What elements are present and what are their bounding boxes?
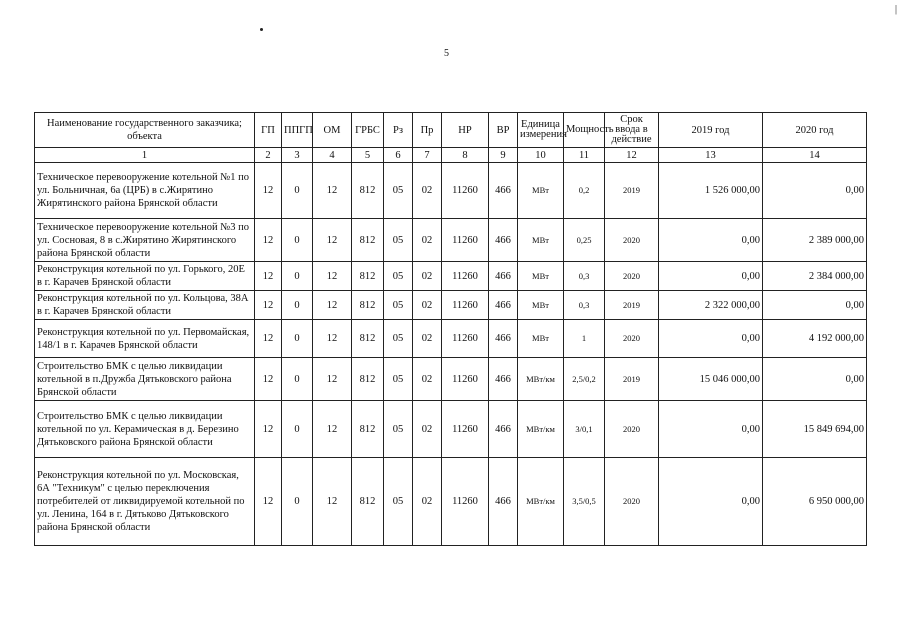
column-number: 4 — [313, 148, 352, 163]
ppgp-cell: 0 — [282, 401, 313, 458]
gp-cell: 12 — [255, 320, 282, 358]
pr-cell: 02 — [413, 320, 442, 358]
om-cell: 12 — [313, 320, 352, 358]
grbs-cell: 812 — [352, 401, 384, 458]
table-row — [35, 320, 867, 358]
amount-2019-cell: 2 322 000,00 — [659, 291, 763, 320]
budget-table — [34, 112, 867, 546]
table-row — [35, 163, 867, 219]
term-cell: 2020 — [605, 458, 659, 546]
amount-2020-cell: 2 389 000,00 — [763, 219, 867, 262]
header-pr: Пр — [413, 113, 442, 148]
column-number: 2 — [255, 148, 282, 163]
column-number: 3 — [282, 148, 313, 163]
grbs-cell: 812 — [352, 458, 384, 546]
corner-mark: | — [895, 4, 898, 15]
object-name-cell: Техническое перевооружение котельной №3 по ул. Сосновая, 8 в с.Жирятино Жирятинского района Брянской области — [35, 219, 255, 262]
power-cell: 3/0,1 — [564, 401, 605, 458]
amount-2020-cell: 0,00 — [763, 163, 867, 219]
unit-cell: МВт — [518, 291, 564, 320]
nr-cell: 11260 — [442, 262, 489, 291]
nr-cell: 11260 — [442, 291, 489, 320]
rz-cell: 05 — [384, 262, 413, 291]
column-number: 8 — [442, 148, 489, 163]
column-number: 7 — [413, 148, 442, 163]
object-name-cell: Реконструкция котельной по ул. Московская, 6А "Техникум" с целью переключения потребителей от ликвидируемой котельной по ул. Ленина, 164 в г. Дятьково Дятьковского района Брянской области — [35, 458, 255, 546]
pr-cell: 02 — [413, 358, 442, 401]
gp-cell: 12 — [255, 358, 282, 401]
rz-cell: 05 — [384, 401, 413, 458]
amount-2020-cell: 4 192 000,00 — [763, 320, 867, 358]
gp-cell: 12 — [255, 163, 282, 219]
power-cell: 2,5/0,2 — [564, 358, 605, 401]
power-cell: 0,2 — [564, 163, 605, 219]
om-cell: 12 — [313, 458, 352, 546]
rz-cell: 05 — [384, 458, 413, 546]
power-cell: 0,3 — [564, 262, 605, 291]
rz-cell: 05 — [384, 320, 413, 358]
ppgp-cell: 0 — [282, 320, 313, 358]
pr-cell: 02 — [413, 163, 442, 219]
nr-cell: 11260 — [442, 219, 489, 262]
grbs-cell: 812 — [352, 320, 384, 358]
term-cell: 2019 — [605, 291, 659, 320]
ppgp-cell: 0 — [282, 458, 313, 546]
header-ppgp: ППГП — [282, 113, 313, 148]
power-cell: 3,5/0,5 — [564, 458, 605, 546]
column-number: 14 — [763, 148, 867, 163]
vr-cell: 466 — [489, 401, 518, 458]
header-power: Мощность — [564, 113, 605, 148]
grbs-cell: 812 — [352, 262, 384, 291]
table-row — [35, 219, 867, 262]
power-cell: 1 — [564, 320, 605, 358]
grbs-cell: 812 — [352, 358, 384, 401]
nr-cell: 11260 — [442, 458, 489, 546]
gp-cell: 12 — [255, 262, 282, 291]
amount-2020-cell: 15 849 694,00 — [763, 401, 867, 458]
object-name-cell: Реконструкция котельной по ул. Горького, 20Е в г. Карачев Брянской области — [35, 262, 255, 291]
amount-2019-cell: 1 526 000,00 — [659, 163, 763, 219]
amount-2019-cell: 0,00 — [659, 219, 763, 262]
unit-cell: МВт — [518, 219, 564, 262]
table-row — [35, 262, 867, 291]
unit-cell: МВт/км — [518, 401, 564, 458]
term-cell: 2019 — [605, 358, 659, 401]
ppgp-cell: 0 — [282, 219, 313, 262]
scan-dot — [260, 28, 263, 31]
column-number: 11 — [564, 148, 605, 163]
table-row — [35, 358, 867, 401]
om-cell: 12 — [313, 358, 352, 401]
column-number: 12 — [605, 148, 659, 163]
column-number: 13 — [659, 148, 763, 163]
vr-cell: 466 — [489, 219, 518, 262]
pr-cell: 02 — [413, 219, 442, 262]
amount-2020-cell: 6 950 000,00 — [763, 458, 867, 546]
header-gp: ГП — [255, 113, 282, 148]
object-name-cell: Техническое перевооружение котельной №1 по ул. Больничная, 6а (ЦРБ) в с.Жирятино Жирятинского района Брянской области — [35, 163, 255, 219]
om-cell: 12 — [313, 291, 352, 320]
rz-cell: 05 — [384, 163, 413, 219]
gp-cell: 12 — [255, 458, 282, 546]
unit-cell: МВт/км — [518, 358, 564, 401]
amount-2019-cell: 0,00 — [659, 320, 763, 358]
rz-cell: 05 — [384, 219, 413, 262]
header-unit: Единица измерения — [518, 113, 564, 148]
object-name-cell: Строительство БМК с целью ликвидации котельной по ул. Керамическая в д. Березино Дятьковского района Брянской области — [35, 401, 255, 458]
power-cell: 0,25 — [564, 219, 605, 262]
term-cell: 2020 — [605, 219, 659, 262]
pr-cell: 02 — [413, 291, 442, 320]
grbs-cell: 812 — [352, 291, 384, 320]
page-number: 5 — [444, 48, 449, 59]
table-row — [35, 291, 867, 320]
amount-2019-cell: 0,00 — [659, 262, 763, 291]
column-number: 6 — [384, 148, 413, 163]
header-grbs: ГРБС — [352, 113, 384, 148]
ppgp-cell: 0 — [282, 262, 313, 291]
nr-cell: 11260 — [442, 320, 489, 358]
gp-cell: 12 — [255, 219, 282, 262]
table-row — [35, 458, 867, 546]
vr-cell: 466 — [489, 163, 518, 219]
unit-cell: МВт — [518, 320, 564, 358]
term-cell: 2020 — [605, 262, 659, 291]
column-number-row — [35, 148, 867, 163]
amount-2020-cell: 0,00 — [763, 291, 867, 320]
term-cell: 2019 — [605, 163, 659, 219]
om-cell: 12 — [313, 262, 352, 291]
grbs-cell: 812 — [352, 219, 384, 262]
header-term: Срок ввода в действие — [605, 113, 659, 148]
header-nr: НР — [442, 113, 489, 148]
column-number: 10 — [518, 148, 564, 163]
unit-cell: МВт — [518, 163, 564, 219]
pr-cell: 02 — [413, 262, 442, 291]
ppgp-cell: 0 — [282, 358, 313, 401]
grbs-cell: 812 — [352, 163, 384, 219]
header-2019: 2019 год — [659, 113, 763, 148]
gp-cell: 12 — [255, 401, 282, 458]
object-name-cell: Реконструкция котельной по ул. Первомайская, 148/1 в г. Карачев Брянской области — [35, 320, 255, 358]
om-cell: 12 — [313, 219, 352, 262]
pr-cell: 02 — [413, 458, 442, 546]
header-customer-object: Наименование государственного заказчика; объекта — [35, 113, 255, 148]
amount-2019-cell: 15 046 000,00 — [659, 358, 763, 401]
nr-cell: 11260 — [442, 401, 489, 458]
pr-cell: 02 — [413, 401, 442, 458]
vr-cell: 466 — [489, 291, 518, 320]
column-number: 1 — [35, 148, 255, 163]
rz-cell: 05 — [384, 291, 413, 320]
column-number: 9 — [489, 148, 518, 163]
column-number: 5 — [352, 148, 384, 163]
nr-cell: 11260 — [442, 358, 489, 401]
rz-cell: 05 — [384, 358, 413, 401]
unit-cell: МВт — [518, 262, 564, 291]
table-row — [35, 401, 867, 458]
header-vr: ВР — [489, 113, 518, 148]
vr-cell: 466 — [489, 262, 518, 291]
header-om: ОМ — [313, 113, 352, 148]
vr-cell: 466 — [489, 358, 518, 401]
om-cell: 12 — [313, 163, 352, 219]
amount-2020-cell: 0,00 — [763, 358, 867, 401]
term-cell: 2020 — [605, 320, 659, 358]
header-2020: 2020 год — [763, 113, 867, 148]
term-cell: 2020 — [605, 401, 659, 458]
power-cell: 0,3 — [564, 291, 605, 320]
unit-cell: МВт/км — [518, 458, 564, 546]
table-header-row — [35, 113, 867, 148]
nr-cell: 11260 — [442, 163, 489, 219]
gp-cell: 12 — [255, 291, 282, 320]
amount-2019-cell: 0,00 — [659, 458, 763, 546]
object-name-cell: Строительство БМК с целью ликвидации котельной в п.Дружба Дятьковского района Брянской области — [35, 358, 255, 401]
om-cell: 12 — [313, 401, 352, 458]
amount-2020-cell: 2 384 000,00 — [763, 262, 867, 291]
amount-2019-cell: 0,00 — [659, 401, 763, 458]
header-rz: Рз — [384, 113, 413, 148]
ppgp-cell: 0 — [282, 291, 313, 320]
vr-cell: 466 — [489, 458, 518, 546]
object-name-cell: Реконструкция котельной по ул. Кольцова, 38А в г. Карачев Брянской области — [35, 291, 255, 320]
ppgp-cell: 0 — [282, 163, 313, 219]
vr-cell: 466 — [489, 320, 518, 358]
